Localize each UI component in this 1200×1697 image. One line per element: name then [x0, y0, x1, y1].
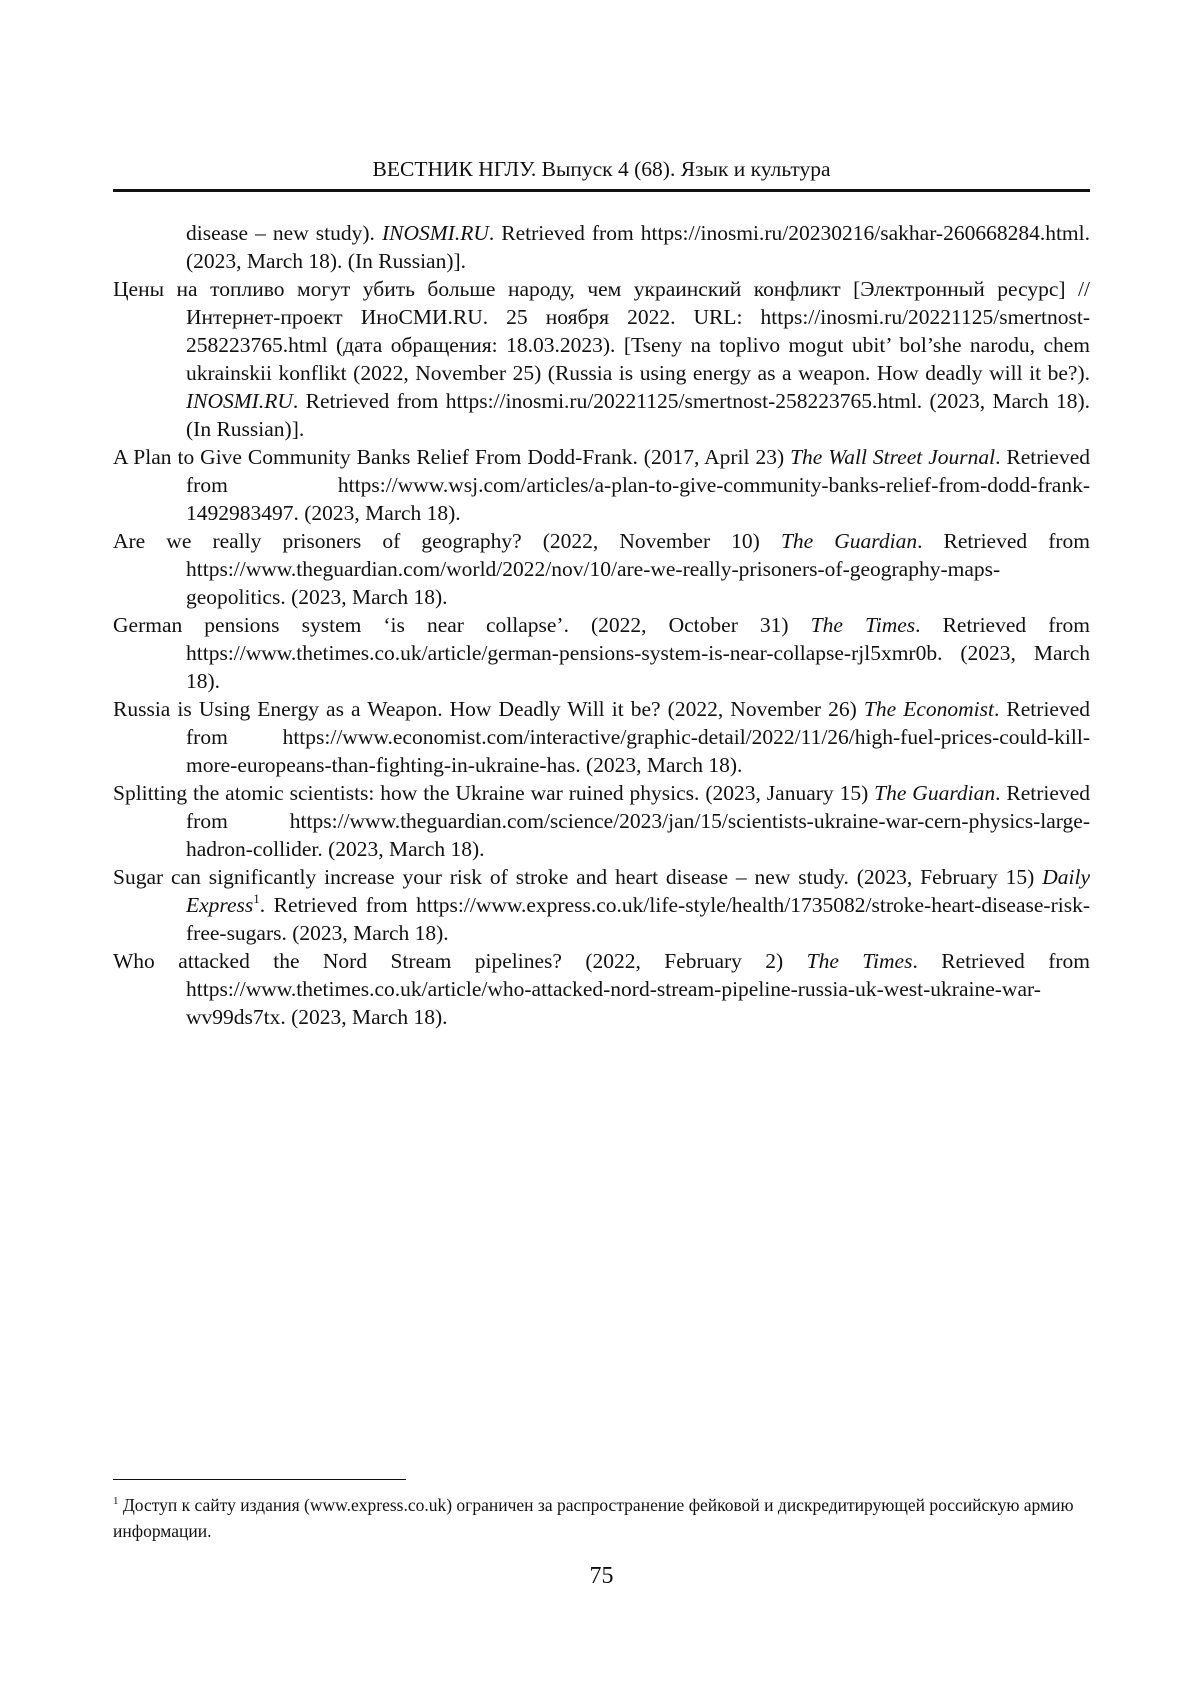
reference-source-title: The Wall Street Journal [790, 445, 995, 469]
reference-text: disease – new study). [186, 221, 382, 245]
reference-list [113, 219, 1090, 1031]
reference-entry [113, 779, 1090, 863]
reference-source-title: INOSMI.RU [382, 221, 489, 245]
reference-source-title: The Times [811, 613, 916, 637]
reference-text: . Retrieved from https://www.economist.com/interactive/graphic-detail/2022/11/26/high-fuel-prices-could-kill-more-europeans-than-fighting-in-ukraine-has. (2023, March 18). [186, 697, 1090, 777]
running-head: ВЕСТНИК НГЛУ. Выпуск 4 (68). Язык и культура [113, 155, 1090, 183]
reference-entry [113, 947, 1090, 1031]
reference-entry [113, 443, 1090, 527]
reference-source-title: Daily Express [186, 865, 1090, 917]
footnote-number: 1 [113, 1495, 119, 1507]
reference-source-title: The Economist [864, 697, 994, 721]
footnote-marker[interactable]: 1 [253, 891, 260, 906]
reference-entry [113, 527, 1090, 611]
reference-source-title: The Guardian [781, 529, 917, 553]
reference-text: Russia is Using Energy as a Weapon. How Deadly Will it be? (2022, November 26) [113, 697, 864, 721]
reference-text: . Retrieved from https://inosmi.ru/20230216/sakhar-260668284.html. (2023, March 18). (In Russian)]. [186, 221, 1090, 273]
reference-entry [113, 695, 1090, 779]
header-rule [113, 189, 1090, 192]
reference-entry [113, 611, 1090, 695]
reference-text: Splitting the atomic scientists: how the Ukraine war ruined physics. (2023, January 15) [113, 781, 874, 805]
reference-text: German pensions system ‘is near collapse’. (2022, October 31) [113, 613, 811, 637]
footnote-rule [113, 1479, 406, 1480]
reference-text: . Retrieved from https://www.theguardian.com/world/2022/nov/10/are-we-really-prisoners-of-geography-maps-geopolitics. (2023, March 18). [186, 529, 1090, 609]
page-number: 75 [113, 1561, 1090, 1591]
reference-text: Who attacked the Nord Stream pipelines? (2022, February 2) [113, 949, 807, 973]
reference-source-title: The Guardian [874, 781, 995, 805]
reference-entry [113, 219, 1090, 275]
reference-text: A Plan to Give Community Banks Relief From Dodd-Frank. (2017, April 23) [113, 445, 790, 469]
reference-text: . Retrieved from https://www.express.co.uk/life-style/health/1735082/stroke-heart-disease-risk-free-sugars. (2023, March 18). [186, 893, 1090, 945]
journal-page [0, 0, 1200, 1697]
reference-text: . Retrieved from https://www.thetimes.co.uk/article/who-attacked-nord-stream-pipeline-russia-uk-west-ukraine-war-wv99ds7tx. (2023, March 18). [186, 949, 1090, 1029]
reference-source-title: INOSMI.RU [186, 389, 293, 413]
footnote [113, 1492, 1090, 1544]
footnote-text: Доступ к сайту издания (www.express.co.uk) ограничен за распространение фейковой и дискредитирующей российскую армию информации. [113, 1495, 1074, 1541]
reference-text: Sugar can significantly increase your risk of stroke and heart disease – new study. (2023, February 15) [113, 865, 1042, 889]
reference-entry [113, 863, 1090, 947]
reference-text: Цены на топливо могут убить больше народу, чем украинский конфликт [Электронный ресурс] // Интернет-проект ИноСМИ.RU. 25 ноября 2022. URL: https://inosmi.ru/20221125/smertnost-258223765.html (дата обращения: 18.03.2023). [Tseny na toplivo mogut ubit’ bol’she narodu, chem ukrainskii konflikt (2022, November 25) (Russia is using energy as a weapon. How deadly will it be?). [113, 277, 1090, 385]
reference-text: . Retrieved from https://www.theguardian.com/science/2023/jan/15/scientists-ukraine-war-cern-physics-large-hadron-collider. (2023, March 18). [186, 781, 1090, 861]
reference-text: Are we really prisoners of geography? (2022, November 10) [113, 529, 781, 553]
reference-text: . Retrieved from https://inosmi.ru/20221125/smertnost-258223765.html. (2023, March 18). (In Russian)]. [186, 389, 1090, 441]
reference-text: . Retrieved from https://www.thetimes.co.uk/article/german-pensions-system-is-near-collapse-rjl5xmr0b. (2023, March 18). [186, 613, 1090, 693]
reference-source-title: The Times [807, 949, 913, 973]
reference-text: . Retrieved from https://www.wsj.com/articles/a-plan-to-give-community-banks-relief-from-dodd-frank-1492983497. (2023, March 18). [186, 445, 1090, 525]
reference-entry [113, 275, 1090, 443]
